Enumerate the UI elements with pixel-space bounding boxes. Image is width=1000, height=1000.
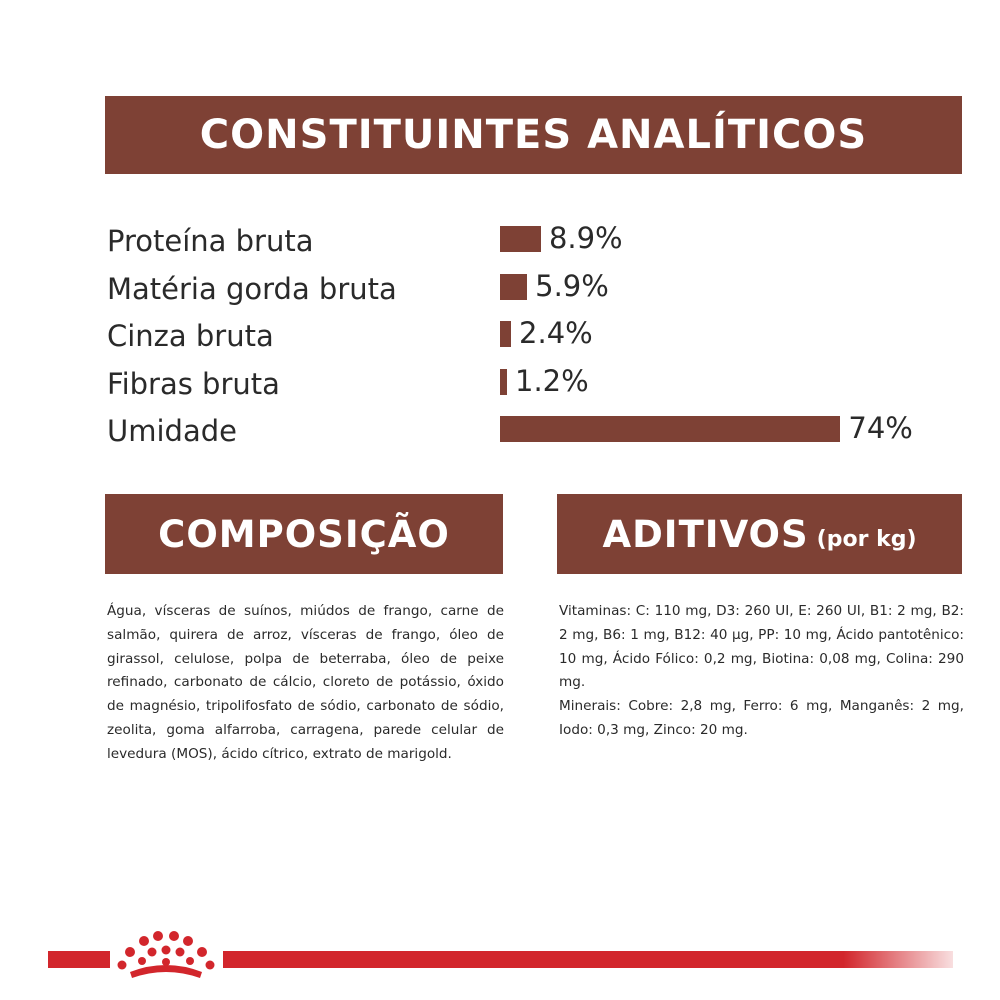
row-label: Cinza bruta [107,319,274,353]
bar-value-label: 2.4% [519,316,593,350]
bar-value-label: 74% [848,411,913,445]
royal-crown-icon [112,928,220,984]
bar [500,321,511,347]
analytical-heading-banner [105,96,962,174]
bar-value-label: 8.9% [548,221,623,255]
bar-value-label: 1.2% [515,363,589,398]
composition-heading-banner [105,494,503,574]
additives-text [559,600,964,743]
row-label: Fibras bruta [107,366,280,401]
additives-heading-unit: (por kg) [816,526,917,552]
row-label: Umidade [107,414,237,448]
bar [500,226,541,252]
additives-heading-banner [557,494,962,574]
additives-heading: ADITIVOS [602,512,809,556]
footer-red-line-right [223,951,953,968]
bar [500,274,527,300]
composition-paragraph: Água, vísceras de suínos, miúdos de frango, carne de salmão, quirera de arroz, vísceras de frango, óleo de girassol, celulose, polpa de beterraba, óleo de peixe refinado, carbonato de cálcio, cloreto de potássio, óxido de magnésio, tripolifosfato de sódio, carbonato de sódio, zeolita, goma alfarroba, carragena, parede celular de levedura (MOS), ácido cítrico, extrato de marigold. [107,603,504,762]
bar [500,416,840,442]
additives-vitamins: Vitaminas: C: 110 mg, D3: 260 UI, E: 260 UI, B1: 2 mg, B2: 2 mg, B6: 1 mg, B12: 40 µg, PP: 10 mg, Ácido pantotênico: 10 mg, Ácido Fólico: 0,2 mg, Biotina: 0,08 mg, Colina: 290 mg. [559,603,964,691]
composition-heading: COMPOSIÇÃO [158,512,450,556]
row-label: Matéria gorda bruta [107,271,397,306]
bar-value-label: 5.9% [535,268,609,303]
additives-minerals: Minerais: Cobre: 2,8 mg, Ferro: 6 mg, Manganês: 2 mg, Iodo: 0,3 mg, Zinco: 20 mg. [559,698,964,738]
bar [500,369,507,395]
composition-text [107,600,504,767]
analytical-heading: CONSTITUINTES ANALÍTICOS [199,112,868,158]
row-label: Proteína bruta [107,224,314,258]
footer-red-line-left [48,951,110,968]
